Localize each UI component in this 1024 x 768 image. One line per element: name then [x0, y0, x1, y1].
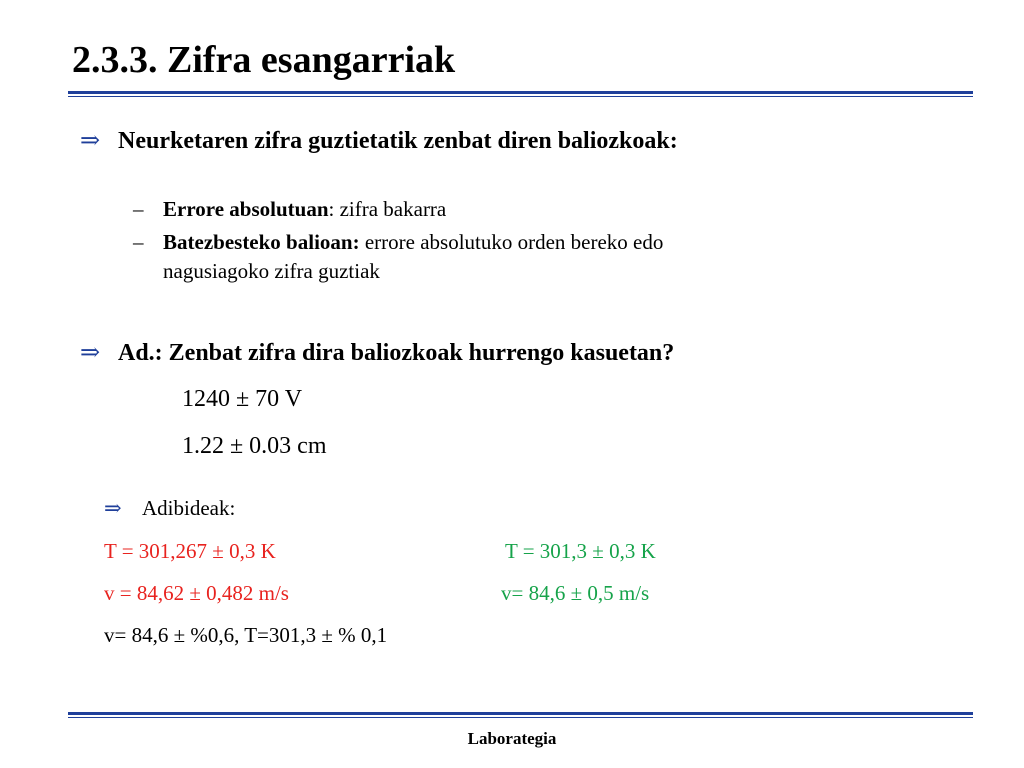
slide-title: 2.3.3. Zifra esangarriak — [72, 39, 456, 81]
bullet-text: Neurketaren zifra guztietatik zenbat diren baliozkoak: — [118, 128, 678, 154]
footer-label: Laborategia — [467, 729, 557, 748]
bullet-text: Ad.: Zenbat zifra dira baliozkoak hurrengo kasuetan? — [118, 340, 675, 366]
dash-icon: – — [133, 230, 144, 254]
subitem-term: Errore absolutuan — [163, 197, 329, 221]
example-wrong-temperature: T = 301,267 ± 0,3 K — [104, 539, 276, 563]
right-double-arrow-icon: ⇒ — [104, 496, 122, 520]
subitem-absolute-error — [133, 196, 446, 223]
bullet-text: Adibideak: — [142, 496, 236, 520]
example-correct-velocity: v= 84,6 ± 0,5 m/s — [501, 581, 650, 605]
subitem-mean-value — [133, 229, 663, 256]
bullet-examples — [104, 495, 235, 522]
example-correct-temperature: T = 301,3 ± 0,3 K — [505, 539, 656, 563]
right-double-arrow-icon: ⇒ — [80, 128, 101, 154]
footer-divider — [68, 712, 973, 718]
subitem-text: errore absolutuko orden bereko edo — [359, 230, 664, 254]
title-divider — [68, 91, 973, 97]
subitem-text: : zifra bakarra — [328, 197, 447, 221]
example-relative-error: v= 84,6 ± %0,6, T=301,3 ± % 0,1 — [104, 623, 388, 647]
right-double-arrow-icon: ⇒ — [80, 340, 101, 366]
bullet-significant-figures — [80, 126, 678, 156]
bullet-example-question — [80, 338, 674, 368]
example-value-voltage: 1240 ± 70 V — [182, 386, 303, 412]
subitem-term: Batezbesteko balioan: — [163, 230, 360, 254]
subitem-mean-value-continued: nagusiagoko zifra guztiak — [163, 259, 380, 283]
dash-icon: – — [133, 197, 144, 221]
example-value-length: 1.22 ± 0.03 cm — [182, 433, 327, 459]
example-wrong-velocity: v = 84,62 ± 0,482 m/s — [104, 581, 289, 605]
